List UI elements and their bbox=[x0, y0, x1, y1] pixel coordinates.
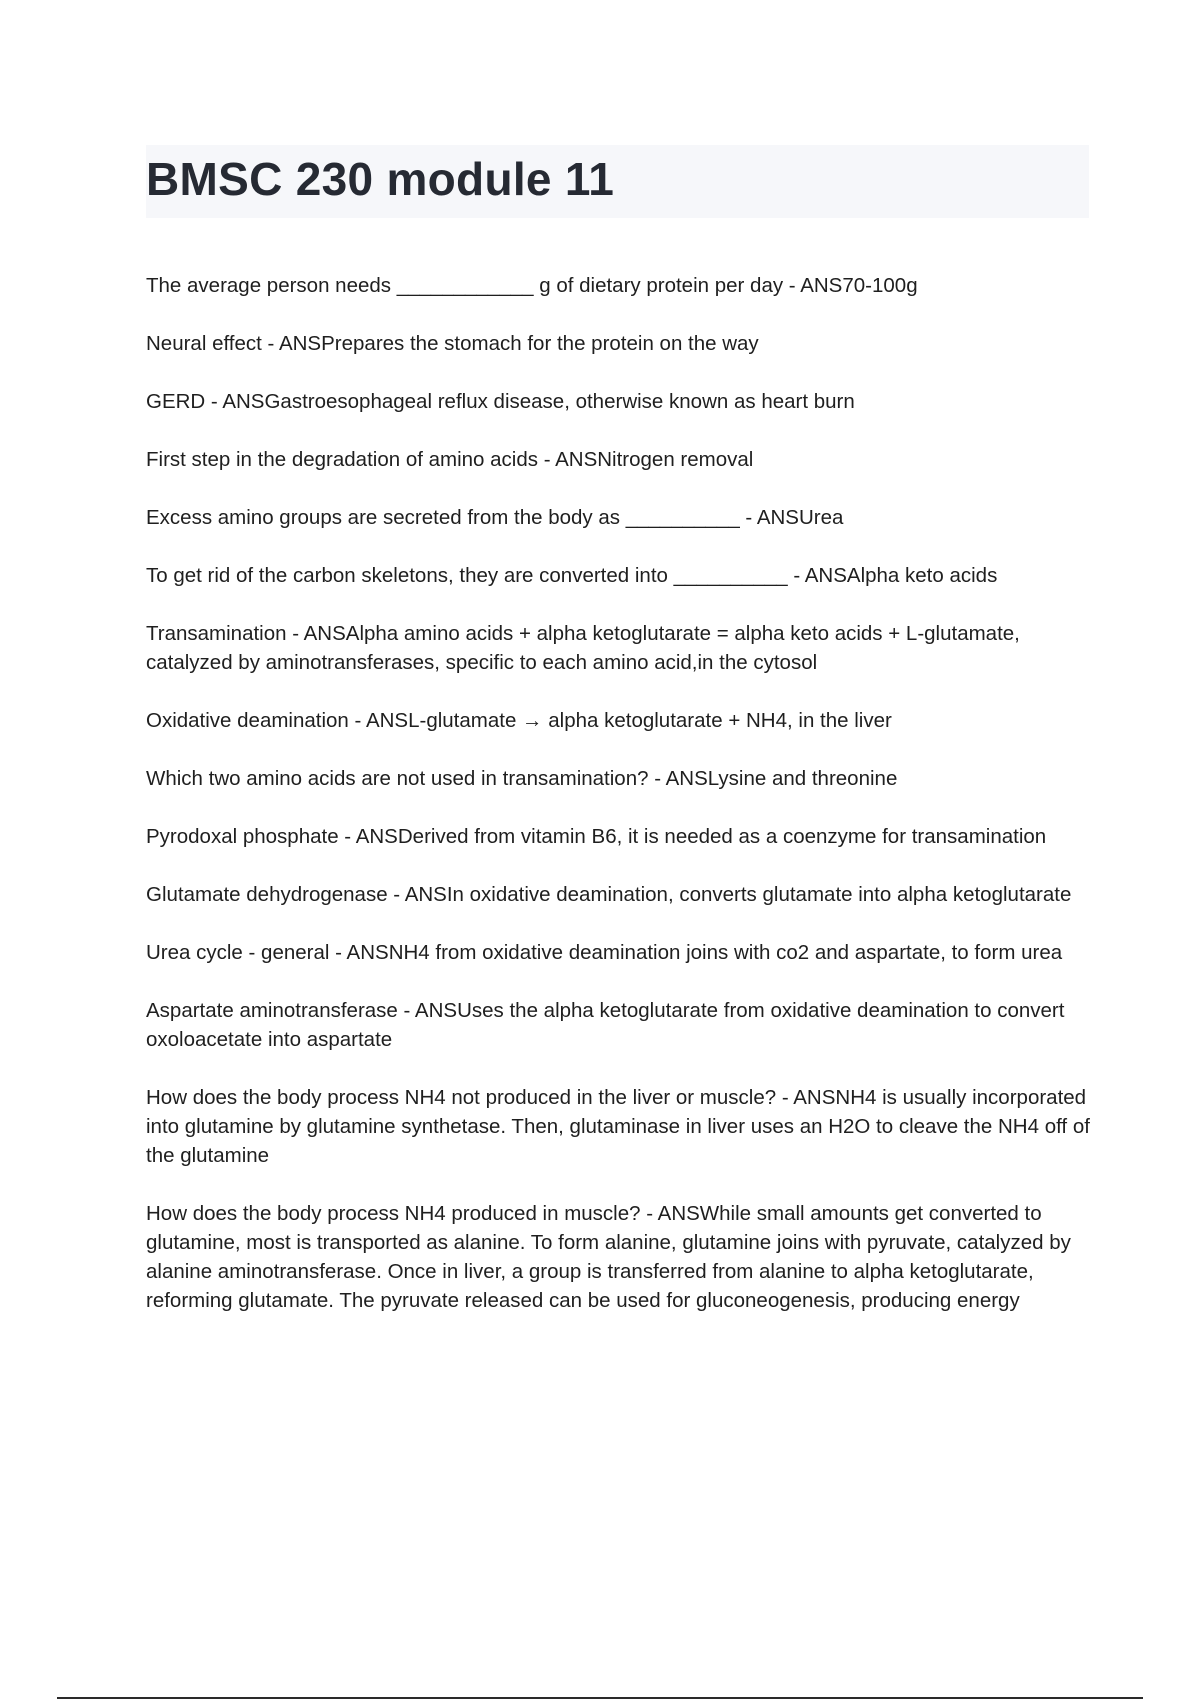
question-text: Urea cycle - general bbox=[146, 941, 330, 964]
answer-prefix: ANS bbox=[303, 622, 346, 645]
answer-prefix: ANS bbox=[665, 767, 708, 790]
answer-text: Alpha keto acids bbox=[846, 564, 998, 587]
answer-prefix: ANS bbox=[804, 564, 847, 587]
separator: - bbox=[329, 941, 347, 964]
answer-text: NH4 is usually incorporated into glutamine by glutamine synthetase. Then, glutaminase in liver uses an H2O to cleave the NH4 off of the glutamine bbox=[146, 1086, 1090, 1167]
separator: - bbox=[348, 709, 366, 732]
question-text: Glutamate dehydrogenase bbox=[146, 883, 388, 906]
qa-list bbox=[146, 271, 1096, 1344]
answer-prefix: ANS bbox=[414, 999, 458, 1022]
separator: - bbox=[538, 448, 556, 471]
answer-prefix: ANS bbox=[365, 709, 409, 732]
question-text: Excess amino groups are secreted from the body as __________ bbox=[146, 506, 740, 529]
answer-prefix: ANS bbox=[657, 1202, 700, 1225]
question-text: Pyrodoxal phosphate bbox=[146, 825, 339, 848]
question-text: Aspartate aminotransferase bbox=[146, 999, 398, 1022]
answer-prefix: ANS bbox=[346, 941, 389, 964]
qa-item bbox=[146, 387, 1096, 416]
qa-item bbox=[146, 822, 1096, 851]
separator: - bbox=[776, 1086, 794, 1109]
answer-prefix: ANS bbox=[355, 825, 398, 848]
answer-text: In oxidative deamination, converts glutamate into alpha ketoglutarate bbox=[446, 883, 1072, 906]
answer-prefix: ANS bbox=[793, 1086, 836, 1109]
separator: - bbox=[338, 825, 356, 848]
answer-prefix: ANS bbox=[555, 448, 598, 471]
question-text: The average person needs ____________ g of dietary protein per day bbox=[146, 274, 784, 297]
question-text: Which two amino acids are not used in transamination? bbox=[146, 767, 649, 790]
question-text: How does the body process NH4 not produced in the liver or muscle? bbox=[146, 1086, 777, 1109]
answer-text: Alpha amino acids + alpha ketoglutarate = alpha keto acids + L-glutamate, catalyzed by aminotransferases, specific to each amino acid,in the cytosol bbox=[146, 622, 1020, 674]
answer-text: L-glutamate → alpha ketoglutarate + NH4, in the liver bbox=[408, 709, 892, 732]
answer-text: Urea bbox=[798, 506, 844, 529]
question-text: How does the body process NH4 produced in muscle? bbox=[146, 1202, 641, 1225]
separator: - bbox=[648, 767, 666, 790]
separator: - bbox=[640, 1202, 658, 1225]
separator: - bbox=[397, 999, 415, 1022]
page-title: BMSC 230 module 11 bbox=[146, 153, 615, 205]
qa-item bbox=[146, 1199, 1096, 1315]
answer-prefix: ANS bbox=[404, 883, 447, 906]
question-text: Neural effect bbox=[146, 332, 262, 355]
answer-text: Prepares the stomach for the protein on the way bbox=[321, 332, 759, 355]
qa-item bbox=[146, 938, 1096, 967]
title-band bbox=[146, 145, 1089, 218]
qa-item bbox=[146, 996, 1096, 1054]
qa-item bbox=[146, 880, 1096, 909]
answer-text: Uses the alpha ketoglutarate from oxidative deamination to convert oxoloacetate into aspartate bbox=[146, 999, 1065, 1051]
qa-item bbox=[146, 445, 1096, 474]
question-text: First step in the degradation of amino acids bbox=[146, 448, 538, 471]
question-text: GERD bbox=[146, 390, 206, 413]
qa-item bbox=[146, 764, 1096, 793]
answer-text: Lysine and threonine bbox=[707, 767, 898, 790]
footer-divider bbox=[57, 1697, 1143, 1699]
separator: - bbox=[205, 390, 223, 413]
answer-prefix: ANS bbox=[278, 332, 322, 355]
answer-text: Gastroesophageal reflux disease, otherwise known as heart burn bbox=[264, 390, 855, 413]
question-text: Transamination bbox=[146, 622, 287, 645]
separator: - bbox=[261, 332, 279, 355]
question-text: Oxidative deamination bbox=[146, 709, 349, 732]
answer-prefix: ANS bbox=[800, 274, 843, 297]
answer-text: Derived from vitamin B6, it is needed as a coenzyme for transamination bbox=[397, 825, 1047, 848]
qa-item bbox=[146, 706, 1096, 735]
answer-text: Nitrogen removal bbox=[597, 448, 754, 471]
separator: - bbox=[739, 506, 757, 529]
question-text: To get rid of the carbon skeletons, they are converted into __________ bbox=[146, 564, 788, 587]
separator: - bbox=[783, 274, 801, 297]
answer-prefix: ANS bbox=[756, 506, 799, 529]
answer-text: NH4 from oxidative deamination joins with co2 and aspartate, to form urea bbox=[388, 941, 1063, 964]
answer-text: While small amounts get converted to glutamine, most is transported as alanine. To form alanine, glutamine joins with pyruvate, catalyzed by alanine aminotransferase. Once in liver, a group is transferred from alanine to alpha ketoglutarate, reforming glutamate. The pyruvate released can be used for gluconeogenesis, producing energy bbox=[146, 1202, 1071, 1312]
answer-text: 70-100g bbox=[842, 274, 918, 297]
qa-item bbox=[146, 561, 1096, 590]
answer-prefix: ANS bbox=[222, 390, 265, 413]
qa-item bbox=[146, 503, 1096, 532]
qa-item bbox=[146, 619, 1096, 677]
qa-item bbox=[146, 271, 1096, 300]
qa-item bbox=[146, 329, 1096, 358]
qa-item bbox=[146, 1083, 1096, 1170]
separator: - bbox=[286, 622, 304, 645]
separator: - bbox=[387, 883, 405, 906]
separator: - bbox=[787, 564, 805, 587]
